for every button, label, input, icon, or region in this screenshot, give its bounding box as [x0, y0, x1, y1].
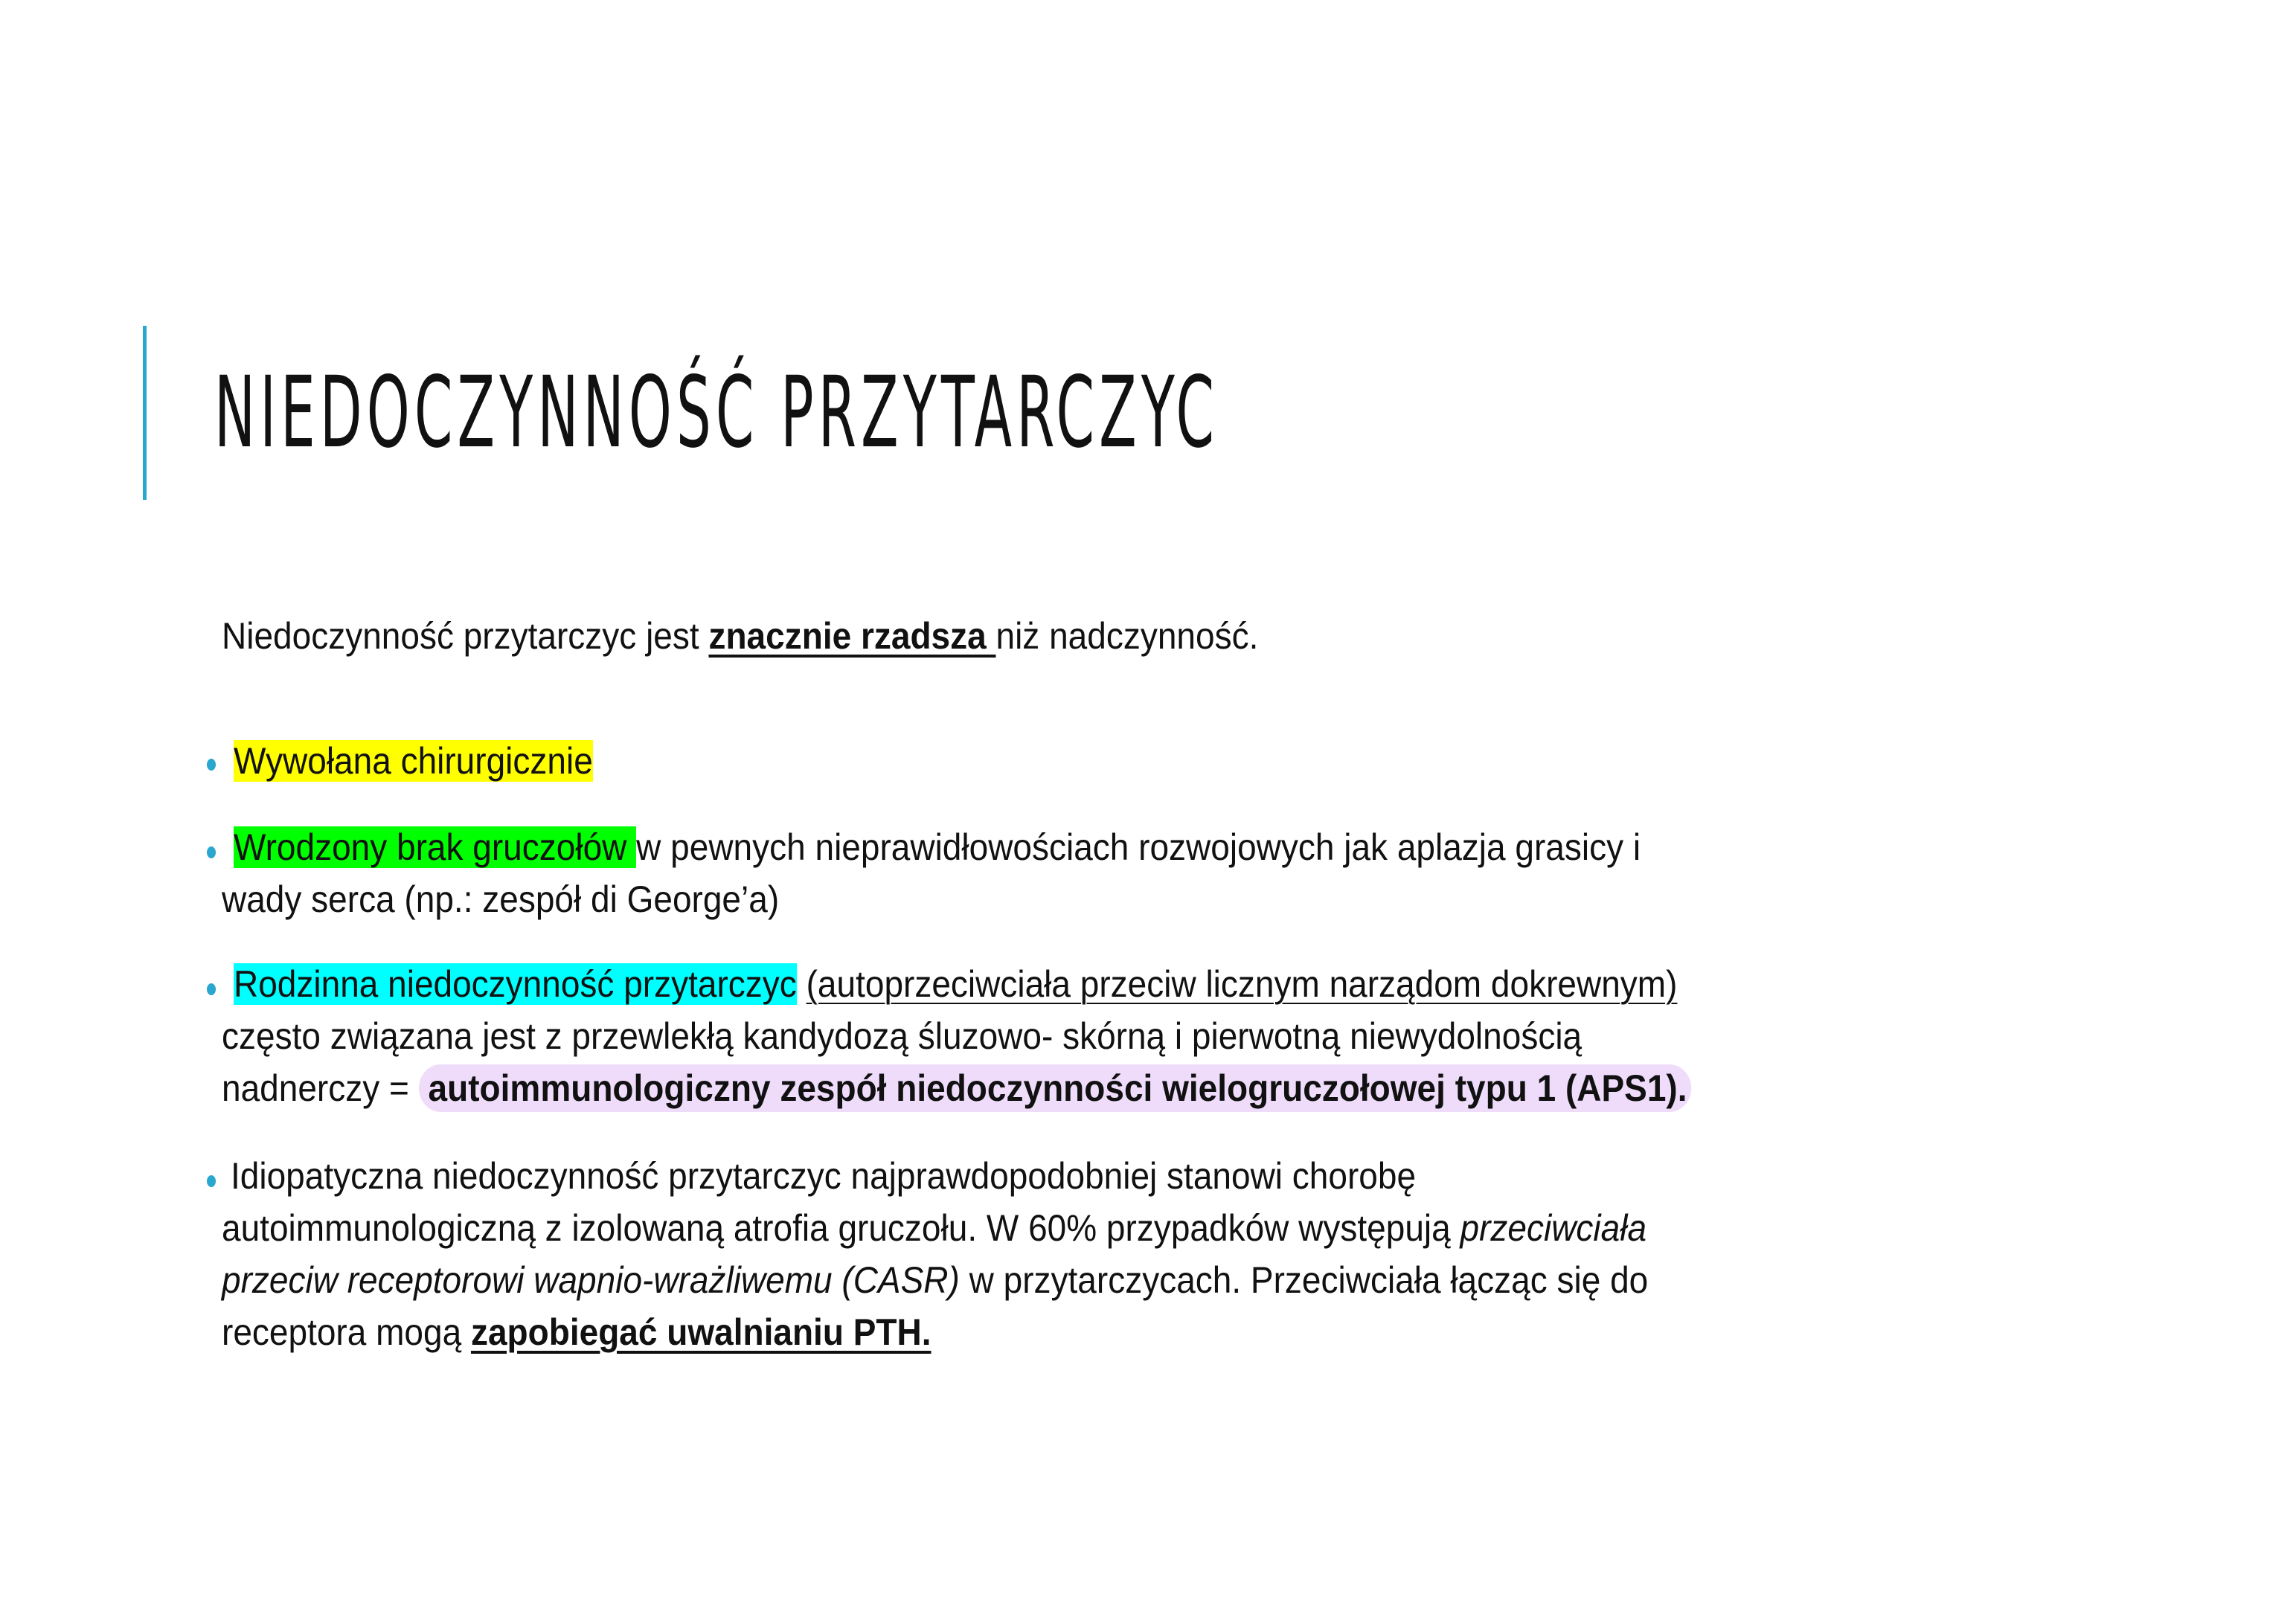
bullet-4-italic: przeciwciała — [1460, 1207, 1647, 1249]
slide-title: NIEDOCZYNNOŚĆ PRZYTARCZYC — [214, 356, 1219, 470]
bullet-4-text: w przytarczycach. Przeciwciała łącząc się do — [959, 1259, 1649, 1301]
bullet-2-line-1 — [234, 826, 1641, 869]
bullet-2-text: w pewnych nieprawidłowościach rozwojowych jak aplazja grasicy i — [636, 826, 1641, 868]
bullet-3-line-2: często związana jest z przewlekłą kandydozą śluzowo- skórną i pierwotną niewydolnością — [222, 1015, 1582, 1057]
bullet-4-line-4 — [222, 1311, 931, 1354]
bullet-icon — [207, 1175, 216, 1187]
bullet-2-line-2: wady serca (np.: zespół di George’a) — [222, 878, 780, 920]
bullet-4-line-3 — [222, 1259, 1648, 1302]
bullet-icon — [207, 759, 216, 771]
intro-text: Niedoczynność przytarczyc jest — [222, 615, 709, 657]
intro-paragraph — [222, 614, 1258, 658]
intro-text-end: niż nadczynność. — [995, 615, 1259, 657]
bullet-4-prefix: receptora mogą — [222, 1311, 471, 1353]
highlight-surgical: Wywołana chirurgicznie — [234, 740, 593, 782]
bullet-icon — [207, 846, 216, 858]
intro-emphasis: znacznie rzadsza — [708, 615, 996, 657]
bullet-icon — [207, 983, 216, 995]
autoantibodies-note: (autoprzeciwciała przeciw licznym narządom dokrewnym) — [806, 963, 1678, 1005]
bullet-3-prefix: nadnerczy = — [222, 1067, 419, 1109]
bullet-3-line-3 — [222, 1067, 1691, 1110]
bullet-1 — [234, 739, 593, 782]
highlight-familial: Rodzinna niedoczynność przytarczyc — [234, 963, 797, 1005]
bullet-4-line-1: Idiopatyczna niedoczynność przytarczyc najprawdopodobniej stanowi chorobę — [231, 1155, 1417, 1197]
bullet-4-line-2 — [222, 1206, 1646, 1250]
aps1-definition: autoimmunologiczny zespół niedoczynności wielogruczołowej typu 1 (APS1). — [419, 1064, 1691, 1112]
bullet-3-line-1 — [234, 962, 1677, 1006]
highlight-congenital: Wrodzony brak gruczołów — [234, 826, 637, 868]
bullet-4-text: autoimmunologiczną z izolowaną atrofia gruczołu. W 60% przypadków występują — [222, 1207, 1460, 1249]
pth-emphasis: zapobiegać uwalnianiu PTH. — [470, 1311, 931, 1353]
title-accent-bar — [143, 326, 147, 500]
casr-term: przeciw receptorowi wapnio-wrażliwemu (CASR) — [222, 1259, 960, 1301]
